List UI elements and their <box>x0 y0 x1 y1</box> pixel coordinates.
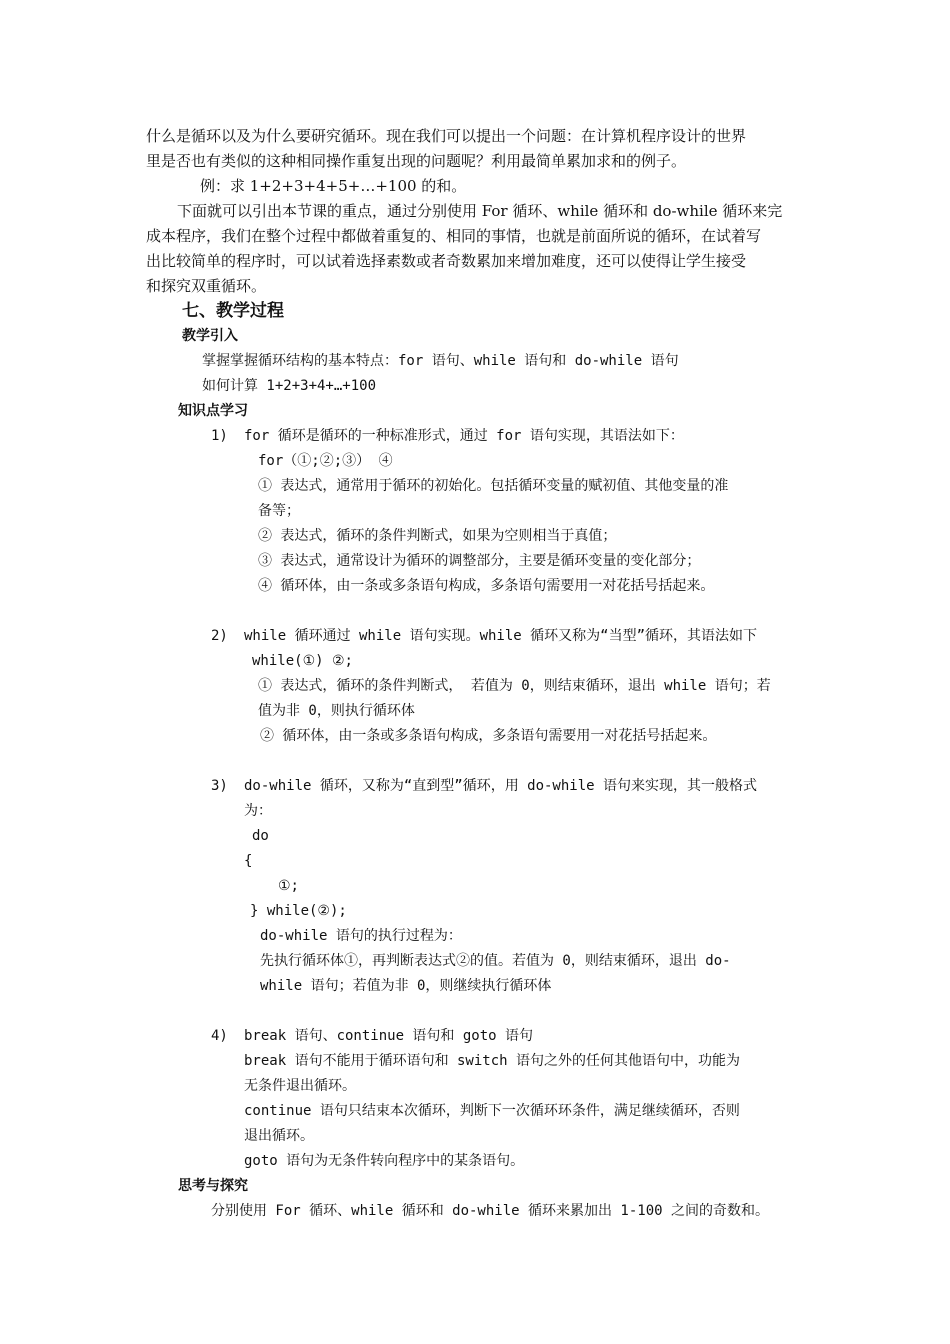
intro-point-2: 如何计算 1+2+3+4+…+100 <box>202 378 377 394</box>
for-desc-4: ④ 循环体，由一条或多条语句构成，多条语句需要用一对花括号括起来。 <box>258 578 715 594</box>
for-syntax: for（①;②;③） ④ <box>258 453 393 469</box>
for-desc-2: ② 表达式，循环的条件判断式，如果为空则相当于真值； <box>258 528 617 544</box>
item-number: 3) <box>211 778 228 794</box>
while-desc-2: ② 循环体，由一条或多条语句构成，多条语句需要用一对花括号括起来。 <box>260 728 717 744</box>
while-loop-intro: while 循环通过 while 语句实现。while 循环又称为“当型”循环，其语法如下 <box>244 628 758 644</box>
example-line: 例：求 1+2+3+4+5+…+100 的和。 <box>200 177 467 195</box>
do-while-exec-1: 先执行循环体①，再判断表达式②的值。若值为 0，则结束循环，退出 do- <box>260 953 731 969</box>
intro-line-1: 什么是循环以及为什么要研究循环。现在我们可以提出一个问题：在计算机程序设计的世界 <box>146 127 747 145</box>
code-close-while: } while(②); <box>250 903 347 919</box>
section-title: 七、教学过程 <box>182 301 284 321</box>
think-heading: 思考与探究 <box>178 1178 248 1194</box>
while-desc-1-cont: 值为非 0，则执行循环体 <box>258 703 415 719</box>
code-body: ①; <box>278 878 299 894</box>
intro-line-2: 里是否也有类似的这种相同操作重复出现的问题呢？利用最简单累加求和的例子。 <box>146 152 687 170</box>
do-while-intro: do-while 循环，又称为“直到型”循环，用 do-while 语句来实现，其一般格式 <box>244 778 758 794</box>
do-while-exec-2: while 语句；若值为非 0，则继续执行循环体 <box>260 978 552 994</box>
break-desc-cont: 无条件退出循环。 <box>244 1078 356 1094</box>
for-desc-1-cont: 备等； <box>258 503 300 519</box>
paragraph2-line-4: 和探究双重循环。 <box>146 277 267 295</box>
goto-desc: goto 语句为无条件转向程序中的某条语句。 <box>244 1153 525 1169</box>
do-while-intro-cont: 为： <box>244 803 272 819</box>
paragraph2-line-3: 出比较简单的程序时，可以试着选择素数或者奇数累加来增加难度，还可以使得让学生接受 <box>146 252 747 270</box>
break-desc: break 语句不能用于循环语句和 switch 语句之外的任何其他语句中，功能为 <box>244 1053 741 1069</box>
for-desc-1: ① 表达式，通常用于循环的初始化。包括循环变量的赋初值、其他变量的准 <box>258 478 729 494</box>
paragraph2-line-2: 成本程序，我们在整个过程中都做着重复的、相同的事情，也就是前面所说的循环，在试着写 <box>146 227 762 245</box>
item-number: 4) <box>211 1028 228 1044</box>
intro-point-1: 掌握掌握循环结构的基本特点：for 语句、while 语句和 do-while 语句 <box>202 353 679 369</box>
for-loop-intro: for 循环是循环的一种标准形式，通过 for 语句实现，其语法如下： <box>244 428 684 444</box>
knowledge-heading: 知识点学习 <box>178 403 248 419</box>
code-do: do <box>252 828 269 844</box>
while-desc-1: ① 表达式，循环的条件判断式， 若值为 0，则结束循环，退出 while 语句；若 <box>258 678 771 694</box>
do-while-exec-title: do-while 语句的执行过程为： <box>260 928 462 944</box>
item-number: 1) <box>211 428 228 444</box>
jump-statements-title: break 语句、continue 语句和 goto 语句 <box>244 1028 534 1044</box>
continue-desc: continue 语句只结束本次循环，判断下一次循环环条件，满足继续循环，否则 <box>244 1103 740 1119</box>
think-text: 分别使用 For 循环、while 循环和 do-while 循环来累加出 1-100 之间的奇数和。 <box>211 1203 770 1219</box>
continue-desc-cont: 退出循环。 <box>244 1128 314 1144</box>
paragraph2-line-1: 下面就可以引出本节课的重点，通过分别使用 For 循环、while 循环和 do-while 循环来完 <box>177 202 783 220</box>
while-syntax: while(①) ②; <box>252 653 353 669</box>
code-open-brace: { <box>244 853 253 869</box>
for-desc-3: ③ 表达式，通常设计为循环的调整部分，主要是循环变量的变化部分； <box>258 553 701 569</box>
item-number: 2) <box>211 628 228 644</box>
intro-heading: 教学引入 <box>182 328 238 344</box>
